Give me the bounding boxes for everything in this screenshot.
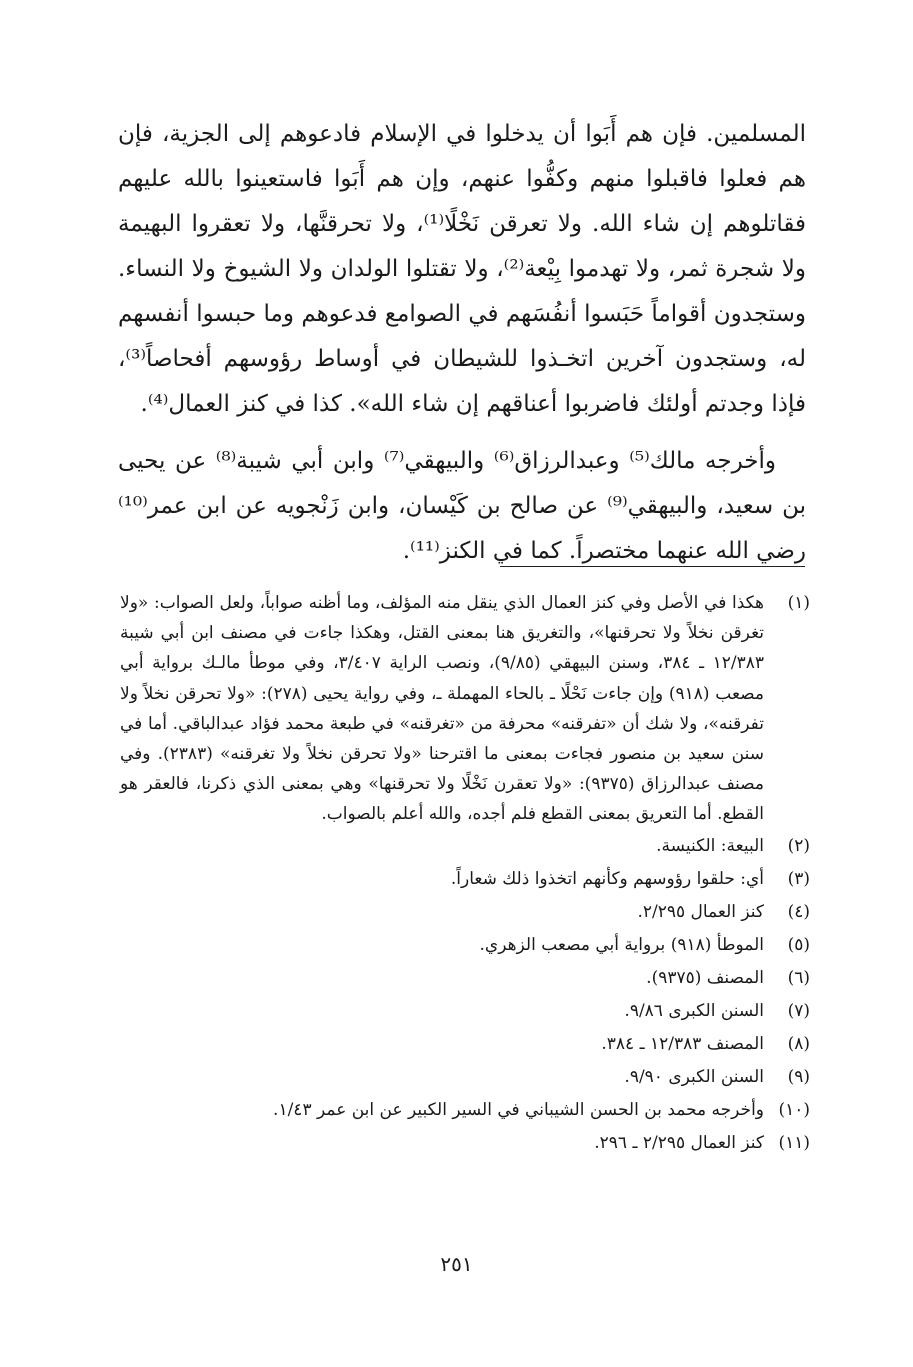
footnote-item (120, 1028, 810, 1061)
footnote-item (120, 896, 810, 929)
footnote-item (120, 588, 810, 830)
footnote-text: أي: حلقوا رؤوسهم وكأنهم اتخذوا ذلك شعاراً. (450, 868, 764, 889)
footnote-number: (٣) (787, 868, 810, 889)
footnote-text: السنن الكبرى ٩/٨٦. (624, 1000, 764, 1021)
footnote-number: (١٠) (778, 1099, 810, 1120)
footnote-text: الموطأ (٩١٨) برواية أبي مصعب الزهري. (479, 934, 764, 955)
paragraph: وأخرجه مالك⁽⁵⁾ وعبدالرزاق⁽⁶⁾ والبيهقي⁽⁷⁾ وابن أبي شيبة⁽⁸⁾ عن يحيى بن سعيد، والبيهقي⁽⁹⁾ عن صالح بن كَيْسان، وابن زَنْجويه عن ابن عمر⁽¹⁰⁾ رضي الله عنهما مختصراً. كما في الكنز⁽¹¹⁾. (118, 448, 806, 564)
footnote-text: المصنف (٩٣٧٥). (646, 967, 764, 988)
footnote-text: كنز العمال ٢/٢٩٥. (637, 901, 764, 922)
footnote-item (120, 962, 810, 995)
footnote-text: السنن الكبرى ٩/٩٠. (624, 1066, 764, 1087)
footnote-item (120, 863, 810, 896)
footnote-text: هكذا في الأصل وفي كنز العمال الذي ينقل منه المؤلف، وما أظنه صواباً، ولعل الصواب: «ولا تغرقن نخلاً ولا تحرقنها»، والتغريق هنا بمعنى القتل، وهكذا جاءت في مصنف ابن أبي شيبة ١٢/٣٨٣ ـ ٣٨٤، وسنن البيهقي (٩/٨٥)، ونصب الراية ٣/٤٠٧، وفي موطأ مالـك برواية أبي مصعب (٩١٨) وإن جاءت نَحْلًا ـ بالحاء المهملة ـ، وفي رواية يحيى (٢٧٨): «ولا تحرقن نخلاً ولا تفرقنه»، ولا شك أن «تفرقنه» محرفة من «تغرقنه» في طبعة محمد فؤاد عبدالباقي. أما في سنن سعيد بن منصور فجاءت بمعنى ما اقترحنا «ولا تحرقن نخلاً ولا تغرقنه» (٢٣٨٣). وفي مصنف عبدالرزاق (٩٣٧٥): «ولا تعقرن نَخْلًا ولا تحرقنها» وهي بمعنى الذي ذكرنا، فالعقر هو القطع. أما التعريق بمعنى القطع فلم أجده، والله أعلم بالصواب. (120, 593, 765, 825)
footnote-item (120, 929, 810, 962)
footnote-item (120, 995, 810, 1028)
footnote-text: وأخرجه محمد بن الحسن الشيباني في السير الكبير عن ابن عمر ١/٤٣. (273, 1099, 764, 1120)
page-number: ٢٥١ (440, 1252, 473, 1276)
footnote-item (120, 1061, 810, 1094)
footnote-item (120, 1094, 810, 1127)
footnote-separator (500, 566, 805, 567)
main-text (118, 112, 806, 574)
footnote-number: (١١) (778, 1132, 810, 1153)
footnote-number: (١) (787, 593, 810, 613)
footnote-number: (٩) (787, 1066, 810, 1087)
footnote-item (120, 1127, 810, 1160)
footnote-number: (٦) (787, 967, 810, 988)
footnotes (120, 588, 810, 1160)
footnote-number: (٨) (787, 1033, 810, 1054)
footnote-item (120, 830, 810, 863)
footnote-number: (٤) (787, 901, 810, 922)
footnote-text: المصنف ١٢/٣٨٣ ـ ٣٨٤. (601, 1033, 764, 1054)
footnote-number: (٢) (787, 835, 810, 856)
footnote-text: كنز العمال ٢/٢٩٥ ـ ٢٩٦. (594, 1132, 764, 1153)
footnote-number: (٥) (787, 934, 810, 955)
footnote-text: البيعة: الكنيسة. (656, 835, 764, 856)
footnote-number: (٧) (787, 1000, 810, 1021)
paragraph: المسلمين. فإن هم أَبَوا أن يدخلوا في الإسلام فادعوهم إلى الجزية، فإن هم فعلوا فاقبلوا منهم وكفُّوا عنهم، وإن هم أَبَوا فاستعينوا بالله عليهم فقاتلوهم إن شاء الله. ولا تعرقن نَخْلًا⁽¹⁾، ولا تحرقنَّها، ولا تعقروا البهيمة ولا شجرة ثمر، ولا تهدموا بِيْعة⁽²⁾، ولا تقتلوا الولدان ولا الشيوخ ولا النساء. وستجدون أقواماً حَبَسوا أنفُسَهم في الصوامع فدعوهم وما حبسوا أنفسهم له، وستجدون آخرين اتخـذوا للشيطان في أوساط رؤوسهم أفحاصاً⁽³⁾، فإذا وجدتم أولئك فاضربوا أعناقهم إن شاء الله». كذا في كنز العمال⁽⁴⁾. (118, 121, 807, 417)
